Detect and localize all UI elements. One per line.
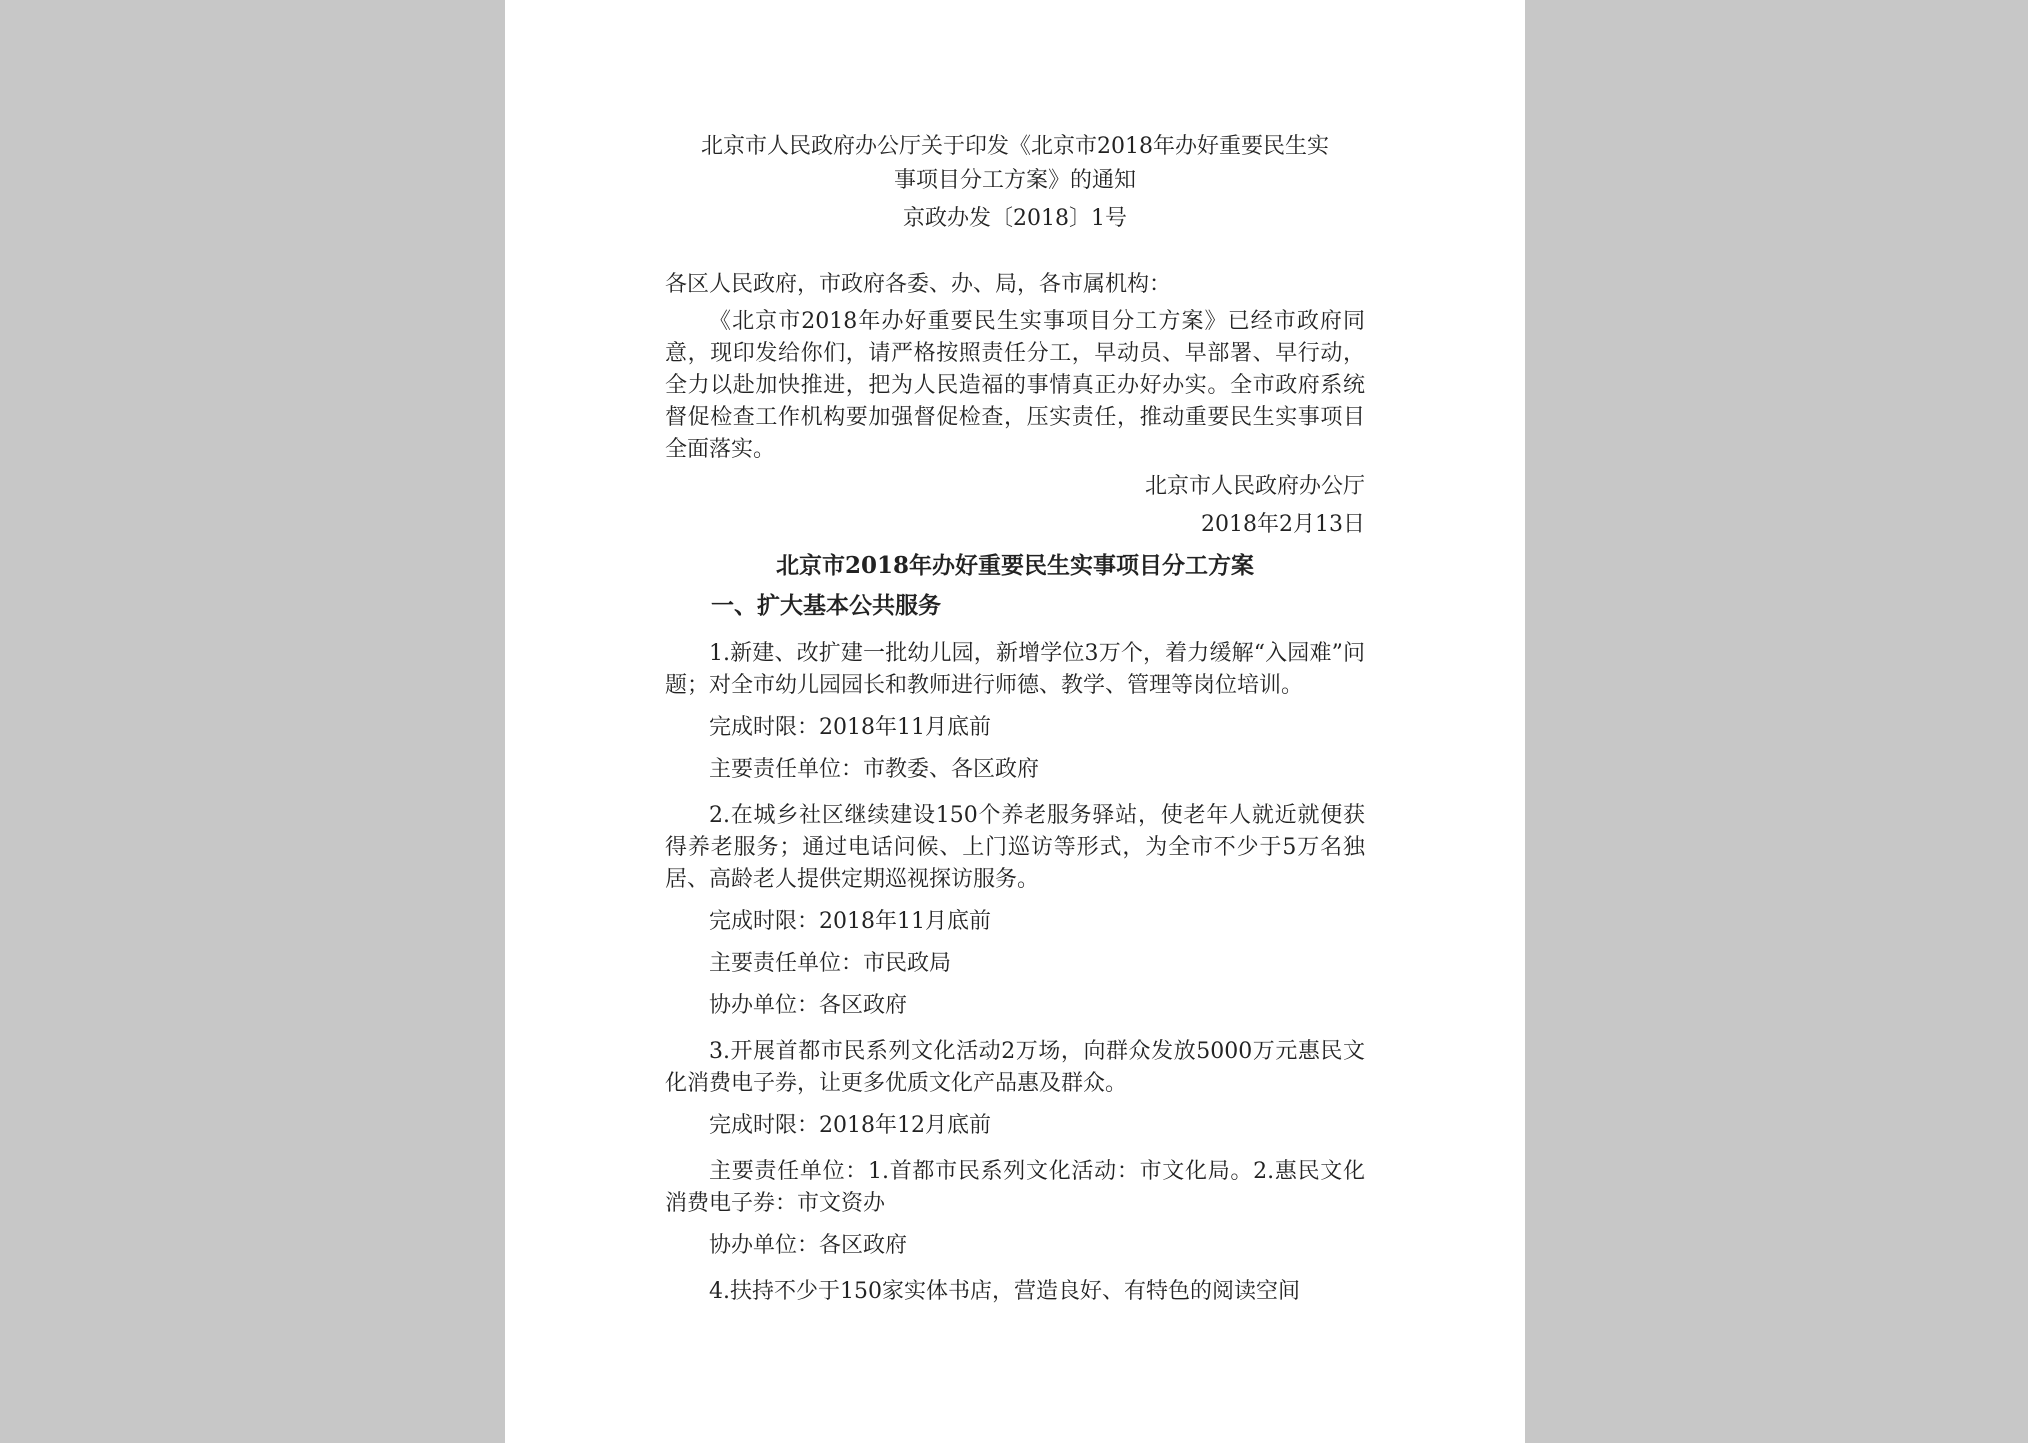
plan-item-deadline: 完成时限：2018年12月底前	[709, 1113, 991, 1138]
plan-item-responsible: 主要责任单位：1.首都市民系列文化活动：市文化局。2.惠民文化消费电子券：市文资办	[665, 1159, 1365, 1216]
plan-title: 北京市2018年办好重要民生实事项目分工方案	[775, 552, 1254, 579]
document-page	[505, 0, 1525, 1443]
section-heading: 一、扩大基本公共服务	[711, 592, 941, 619]
plan-item-deadline: 完成时限：2018年11月底前	[709, 909, 991, 934]
plan-item-responsible: 主要责任单位：市民政局	[709, 951, 952, 976]
document-content	[665, 130, 1365, 1308]
notice-title	[665, 130, 1365, 198]
plan-item-responsible: 主要责任单位：市教委、各区政府	[709, 757, 1040, 782]
addressee: 各区人民政府，市政府各委、办、局，各市属机构：	[665, 272, 1172, 297]
issuer: 北京市人民政府办公厅	[1144, 474, 1365, 499]
plan-item-assisting: 协办单位：各区政府	[709, 993, 908, 1018]
notice-title-line1: 北京市人民政府办公厅关于印发《北京市2018年办好重要民生实	[701, 134, 1329, 159]
plan-item-text: 2.在城乡社区继续建设150个养老服务驿站，使老年人就近就便获得养老服务；通过电话问候、上门巡访等形式，为全市不少于5万名独居、高龄老人提供定期巡视探访服务。	[665, 803, 1365, 892]
plan-item-assisting: 协办单位：各区政府	[709, 1233, 908, 1258]
document-number: 京政办发〔2018〕1号	[903, 206, 1127, 231]
plan-item-text: 3.开展首都市民系列文化活动2万场，向群众发放5000万元惠民文化消费电子券，让更多优质文化产品惠及群众。	[665, 1039, 1365, 1096]
plan-item-deadline: 完成时限：2018年11月底前	[709, 715, 991, 740]
body-paragraph: 《北京市2018年办好重要民生实事项目分工方案》已经市政府同意，现印发给你们，请严格按照责任分工，早动员、早部署、早行动，全力以赴加快推进，把为人民造福的事情真正办好办实。全市政府系统督促检查工作机构要加强督促检查，压实责任，推动重要民生实事项目全面落实。	[665, 309, 1365, 462]
notice-title-line2: 事项目分工方案》的通知	[893, 168, 1136, 193]
plan-item-text: 4.扶持不少于150家实体书店，营造良好、有特色的阅读空间	[709, 1279, 1300, 1304]
plan-item-text: 1.新建、改扩建一批幼儿园，新增学位3万个，着力缓解“入园难”问题；对全市幼儿园园长和教师进行师德、教学、管理等岗位培训。	[665, 641, 1365, 698]
issue-date: 2018年2月13日	[1201, 512, 1365, 537]
